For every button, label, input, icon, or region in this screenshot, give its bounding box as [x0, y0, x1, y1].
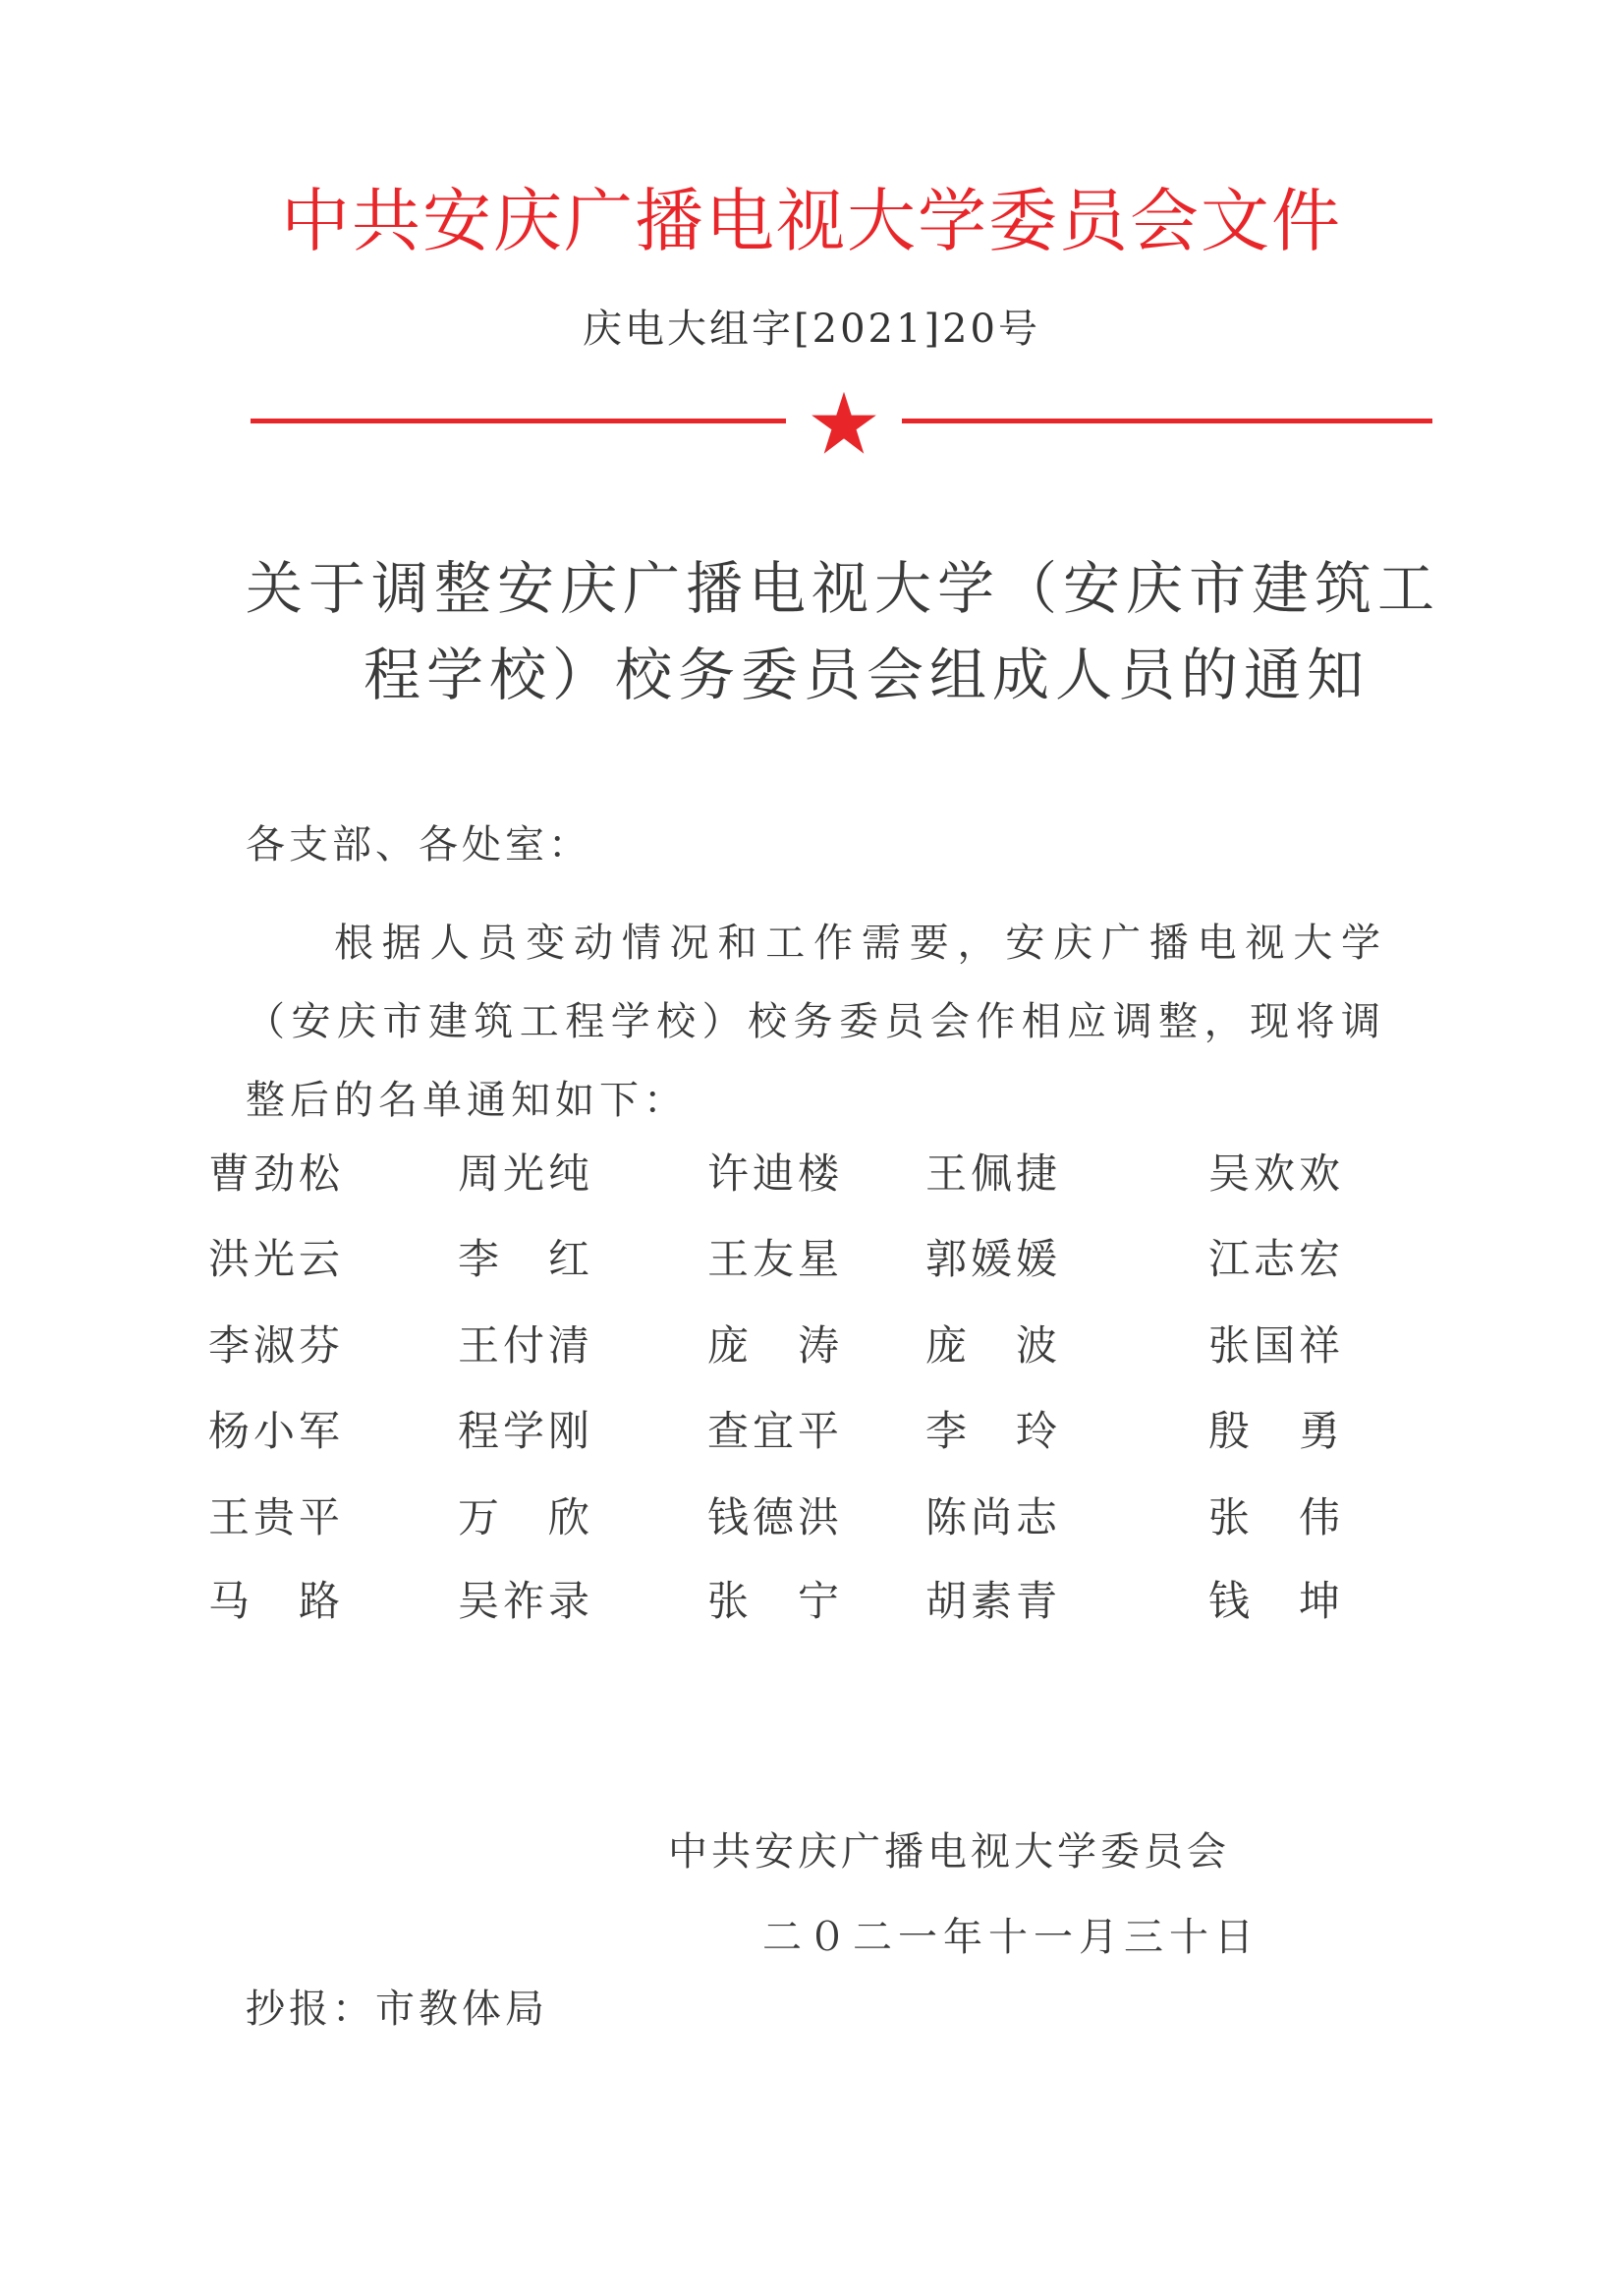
- member-name: 郭媛媛: [925, 1235, 1062, 1283]
- notice-title: [246, 545, 1441, 718]
- member-name: 王佩捷: [925, 1149, 1062, 1198]
- member-name: 王贵平: [208, 1493, 345, 1541]
- member-name: 吴欢欢: [1208, 1149, 1345, 1198]
- member-name: 万 欣: [458, 1493, 594, 1541]
- member-name: 曹劲松: [208, 1149, 345, 1198]
- member-name: 张 宁: [707, 1577, 844, 1625]
- salutation: 各支部、各处室：: [246, 822, 591, 868]
- member-name: 马 路: [208, 1577, 345, 1625]
- member-name: 殷 勇: [1208, 1407, 1345, 1455]
- member-name: 洪光云: [208, 1235, 345, 1283]
- member-name: 李 玲: [925, 1407, 1062, 1455]
- cc-line: 抄报：市教体局: [246, 1987, 548, 2032]
- member-name: 钱德洪: [707, 1493, 844, 1541]
- signature-organization: 中共安庆广播电视大学委员会: [668, 1829, 1230, 1875]
- notice-title-line1: 关于调整安庆广播电视大学（安庆市建筑工: [246, 555, 1441, 622]
- header-divider-left: [251, 419, 786, 423]
- member-name: 胡素青: [925, 1577, 1062, 1625]
- member-name: 王付清: [458, 1321, 594, 1370]
- member-name: 王友星: [707, 1235, 844, 1283]
- document-number: 庆电大组字[2021]20号: [583, 307, 1040, 352]
- member-name: 周光纯: [458, 1149, 594, 1198]
- member-name: 程学刚: [458, 1407, 594, 1455]
- member-name: 查宜平: [707, 1407, 844, 1455]
- body-paragraph: 根据人员变动情况和工作需要，安庆广播电视大学（安庆市建筑工程学校）校务委员会作相应调整，现将调整后的名单通知如下：: [246, 921, 1385, 1123]
- member-name: 钱 坤: [1208, 1577, 1345, 1625]
- member-name: 李淑芬: [208, 1321, 345, 1370]
- member-name: 吴祚录: [458, 1577, 594, 1625]
- member-name: 许迪楼: [707, 1149, 844, 1198]
- member-name: 江志宏: [1208, 1235, 1345, 1283]
- member-name: 庞 涛: [707, 1321, 844, 1370]
- document-header-title: 中共安庆广播电视大学委员会文件: [281, 181, 1342, 261]
- signature-date: 二０二一年十一月三十日: [762, 1915, 1259, 1960]
- member-name: 李 红: [458, 1235, 594, 1283]
- member-name: 张国祥: [1208, 1321, 1345, 1370]
- member-name: 陈尚志: [925, 1493, 1062, 1541]
- member-name: 杨小军: [208, 1407, 345, 1455]
- member-name: 庞 波: [925, 1321, 1062, 1370]
- member-name: 张 伟: [1208, 1493, 1345, 1541]
- star-icon: [810, 389, 878, 458]
- header-divider-right: [902, 419, 1432, 423]
- notice-title-line2: 程学校）校务委员会组成人员的通知: [364, 642, 1371, 708]
